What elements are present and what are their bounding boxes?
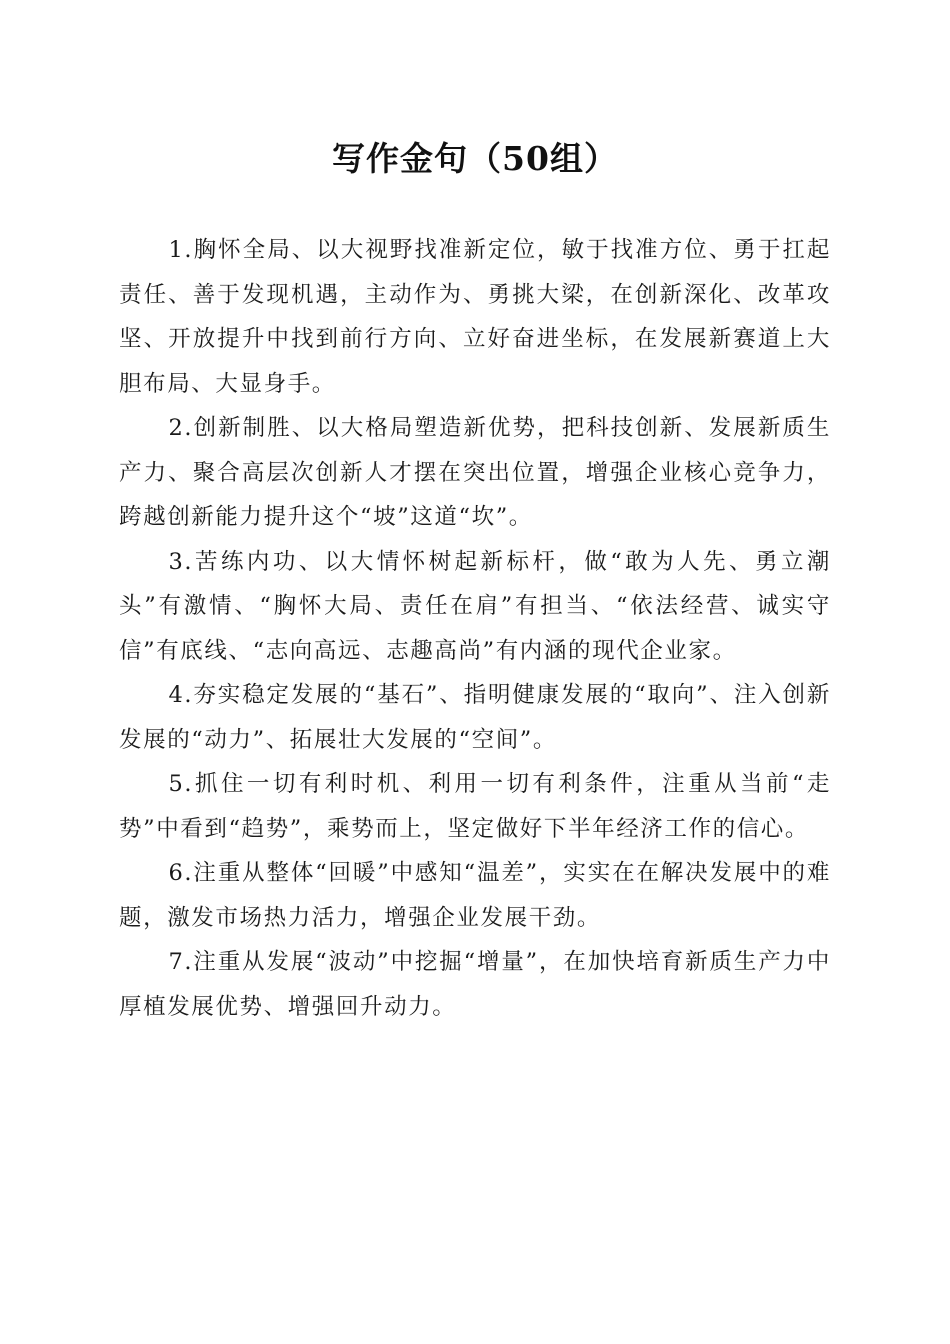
- paragraph-5: 5.抓住一切有利时机、利用一切有利条件，注重从当前“走势”中看到“趋势”，乘势而上，坚定做好下半年经济工作的信心。: [119, 771, 831, 842]
- paragraph-4: 4.夯实稳定发展的“基石”、指明健康发展的“取向”、注入创新发展的“动力”、拓展壮大发展的“空间”。: [119, 682, 831, 753]
- paragraph-1: 1.胸怀全局、以大视野找准新定位，敏于找准方位、勇于扛起责任、善于发现机遇，主动作为、勇挑大梁，在创新深化、改革攻坚、开放提升中找到前行方向、立好奋进坐标，在发展新赛道上大胆布局、大显身手。: [119, 237, 831, 397]
- paragraph-2: 2.创新制胜、以大格局塑造新优势，把科技创新、发展新质生产力、聚合高层次创新人才摆在突出位置，增强企业核心竞争力，跨越创新能力提升这个“坡”这道“坎”。: [119, 415, 831, 530]
- paragraph-7: 7.注重从发展“波动”中挖掘“增量”，在加快培育新质生产力中厚植发展优势、增强回升动力。: [119, 949, 831, 1020]
- paragraph-6: 6.注重从整体“回暖”中感知“温差”，实实在在解决发展中的难题，激发市场热力活力，增强企业发展干劲。: [119, 860, 831, 931]
- document-body: [119, 228, 831, 1029]
- paragraph-3: 3.苦练内功、以大情怀树起新标杆，做“敢为人先、勇立潮头”有激情、“胸怀大局、责任在肩”有担当、“依法经营、诚实守信”有底线、“志向高远、志趣高尚”有内涵的现代企业家。: [119, 548, 831, 664]
- document-title: 写作金句（50组）: [332, 139, 618, 178]
